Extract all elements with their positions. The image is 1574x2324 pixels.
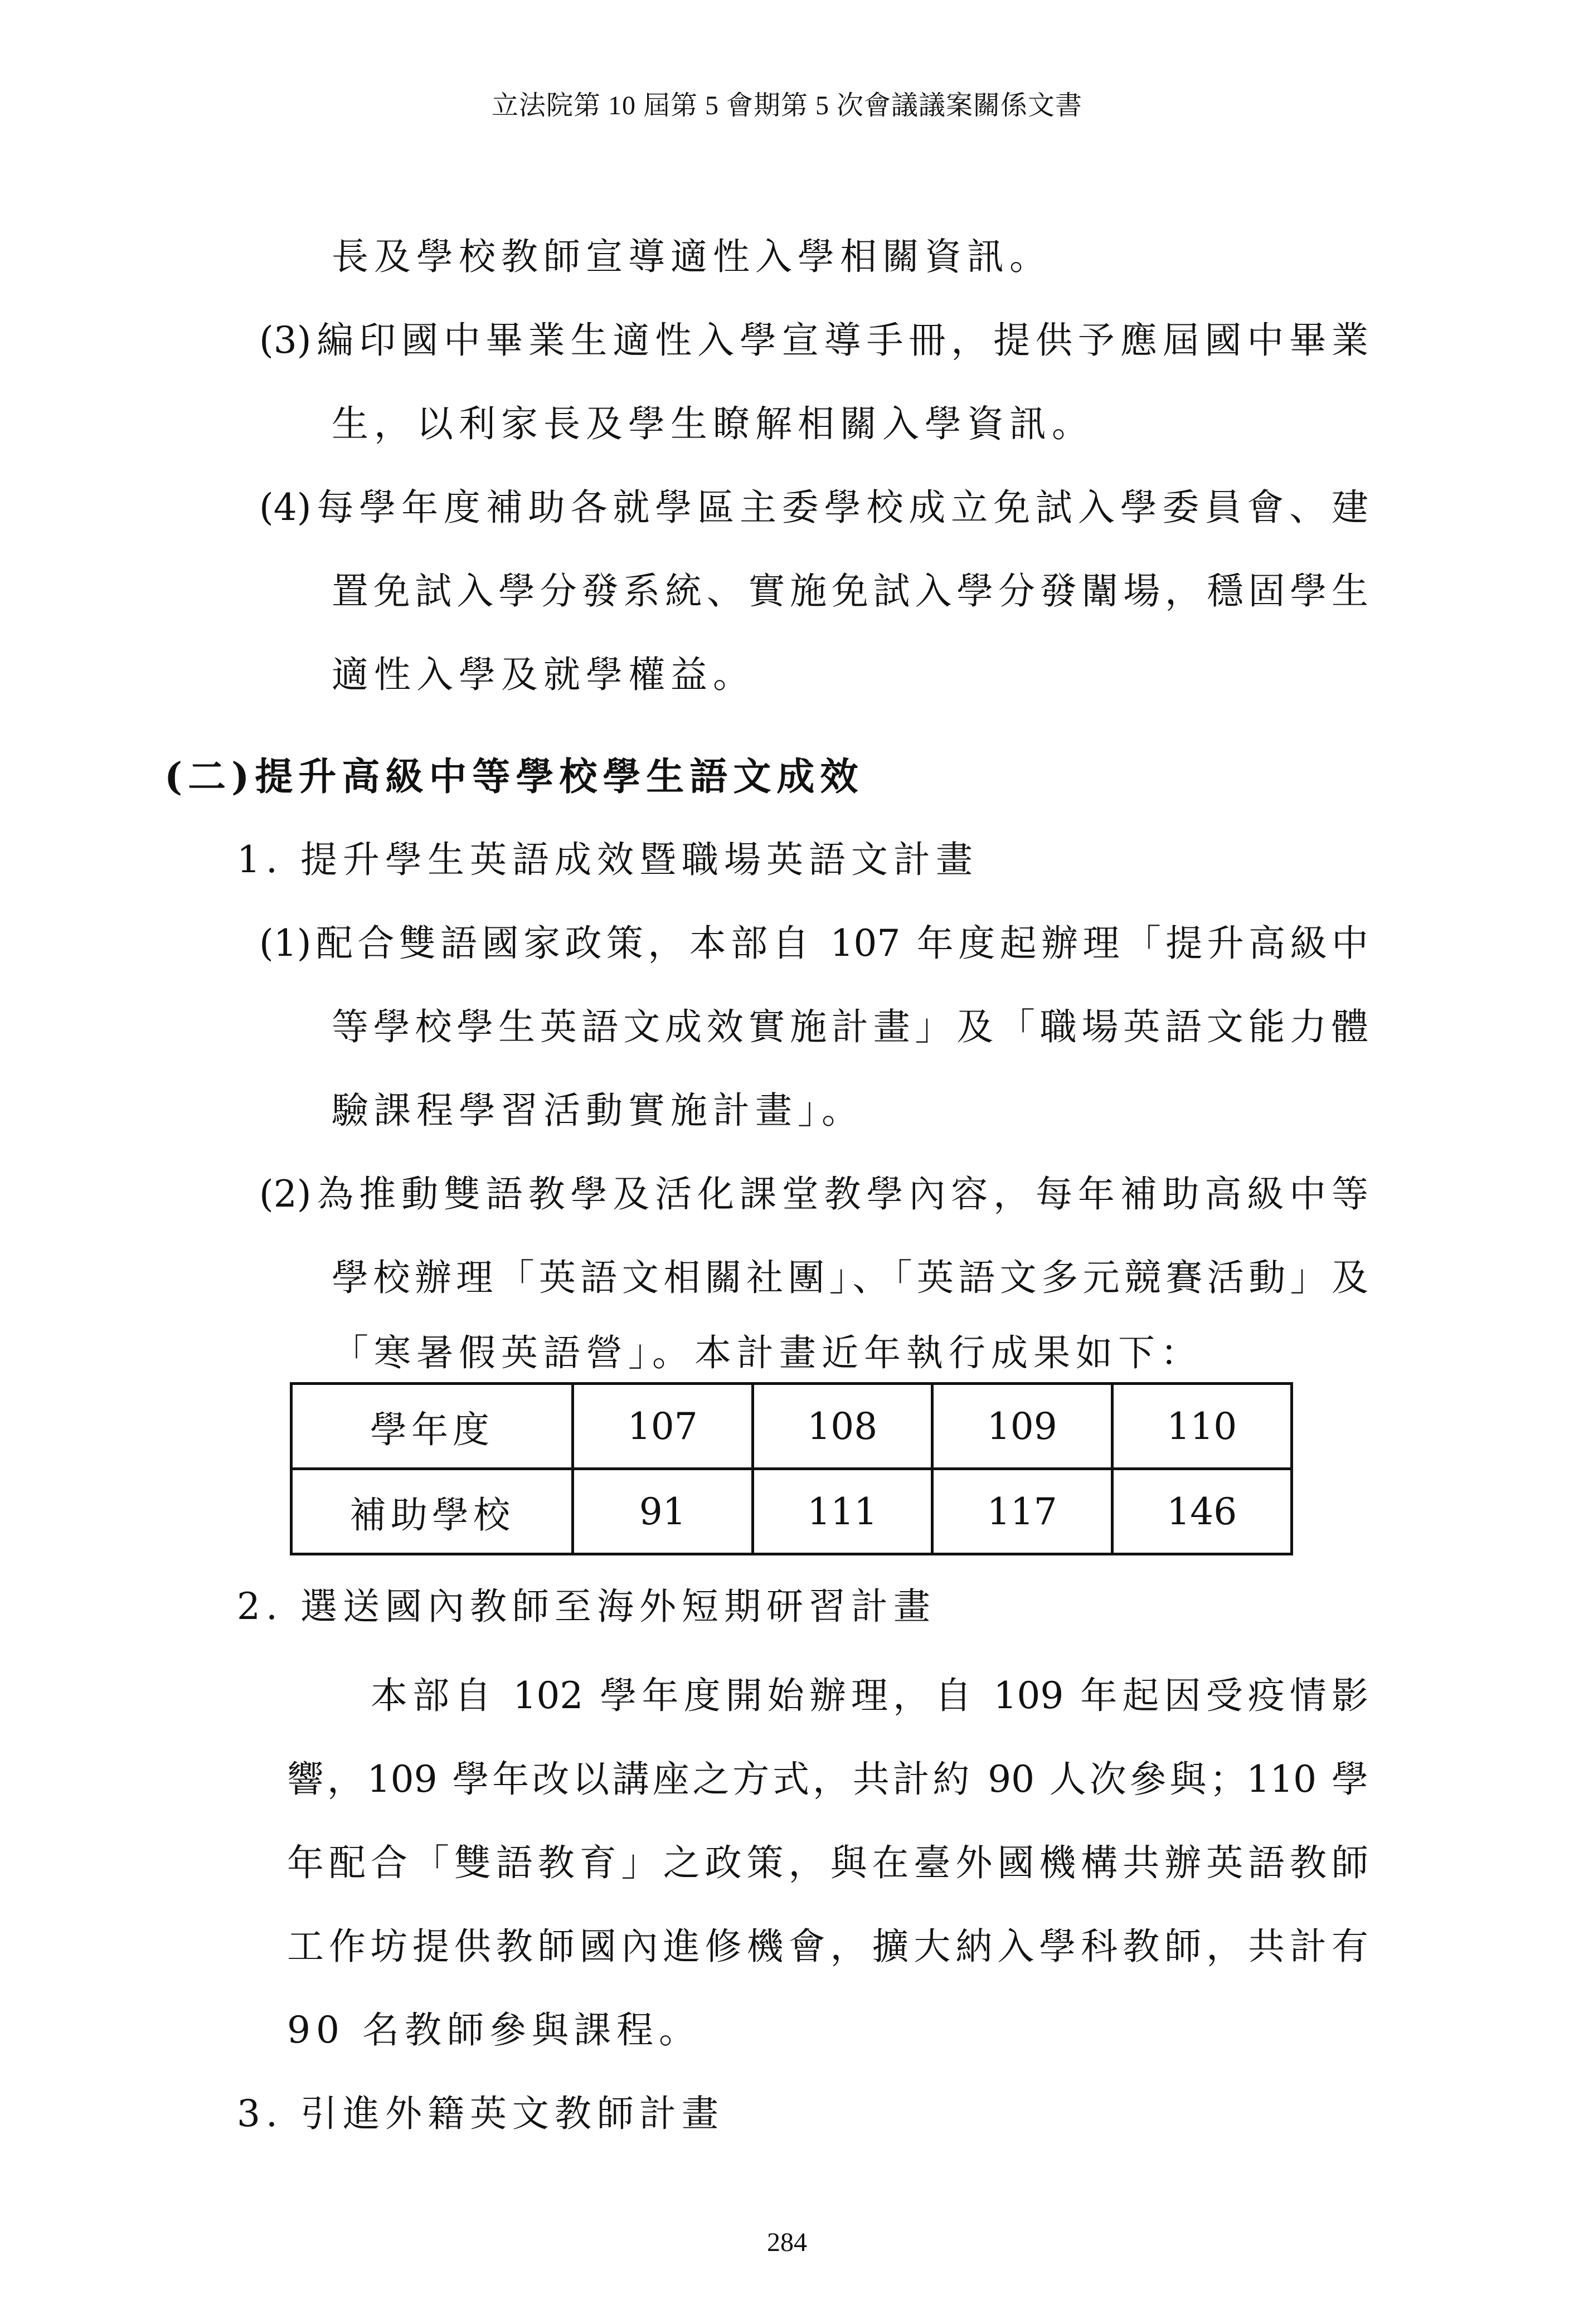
table-cell: 146	[1112, 1469, 1292, 1554]
table-cell: 109	[932, 1384, 1113, 1469]
list-item-4-line-3: 適性入學及就學權益。	[332, 653, 755, 696]
table-cell: 補助學校	[292, 1469, 573, 1554]
sub1-item-2-line-3: 「寒暑假英語營」。本計畫近年執行成果如下：	[332, 1331, 1203, 1374]
sub1-item-1-line-1: (1)配合雙語國家政策，本部自 107 年度起辦理「提升高級中	[259, 922, 1368, 965]
table-cell: 110	[1112, 1384, 1292, 1469]
table-row	[292, 1384, 1292, 1469]
table-cell: 107	[573, 1384, 753, 1469]
table-cell: 91	[573, 1469, 753, 1554]
table-cell: 111	[752, 1469, 932, 1554]
sub2-paragraph-line-3: 年配合「雙語教育」之政策，與在臺外國機構共辦英語教師	[287, 1841, 1368, 1884]
paragraph-line: 長及學校教師宣導適性入學相關資訊。	[332, 235, 1052, 278]
list-item-4-line-2: 置免試入學分發系統、實施免試入學分發闈場，穩固學生	[332, 570, 1368, 612]
table-cell: 108	[752, 1384, 932, 1469]
sub2-paragraph-line-1: 本部自 102 學年度開始辦理，自 109 年起因受疫情影	[371, 1674, 1368, 1717]
sub1-item-1-line-2: 等學校學生英語文成效實施計畫」及「職場英語文能力體	[332, 1005, 1368, 1048]
list-item-3-line-2: 生，以利家長及學生瞭解相關入學資訊。	[332, 402, 1094, 445]
section-heading: (二)提升高級中等學校學生語文成效	[164, 755, 864, 799]
subsection-heading-3: 3. 引進外籍英文教師計畫	[237, 2092, 724, 2135]
sub1-item-1-line-3: 驗課程學習活動實施計畫」。	[332, 1089, 864, 1132]
list-item-4-line-1: (4)每學年度補助各就學區主委學校成立免試入學委員會、建	[259, 486, 1368, 529]
sub1-item-2-line-2: 學校辦理「英語文相關社團」、「英語文多元競賽活動」及	[332, 1256, 1368, 1299]
sub1-item-2-line-1: (2)為推動雙語教學及活化課堂教學內容，每年補助高級中等	[259, 1173, 1368, 1216]
table-cell: 學年度	[292, 1384, 573, 1469]
list-item-3-line-1: (3)編印國中畢業生適性入學宣導手冊，提供予應屆國中畢業	[259, 319, 1368, 362]
subsection-heading-2: 2. 選送國內教師至海外短期研習計畫	[237, 1585, 936, 1628]
table-row	[292, 1469, 1292, 1554]
sub2-paragraph-line-4: 工作坊提供教師國內進修機會，擴大納入學科教師，共計有	[287, 1925, 1368, 1968]
document-header: 立法院第 10 屆第 5 會期第 5 次會議議案關係文書	[491, 91, 1082, 120]
results-table	[290, 1382, 1293, 1555]
page-number: 284	[767, 2228, 807, 2257]
subsection-heading-1: 1. 提升學生英語成效暨職場英語文計畫	[237, 838, 978, 881]
sub2-paragraph-line-5: 90 名教師參與課程。	[287, 2009, 701, 2051]
sub2-paragraph-line-2: 響，109 學年改以講座之方式，共計約 90 人次參與；110 學	[287, 1758, 1368, 1801]
table-cell: 117	[932, 1469, 1113, 1554]
